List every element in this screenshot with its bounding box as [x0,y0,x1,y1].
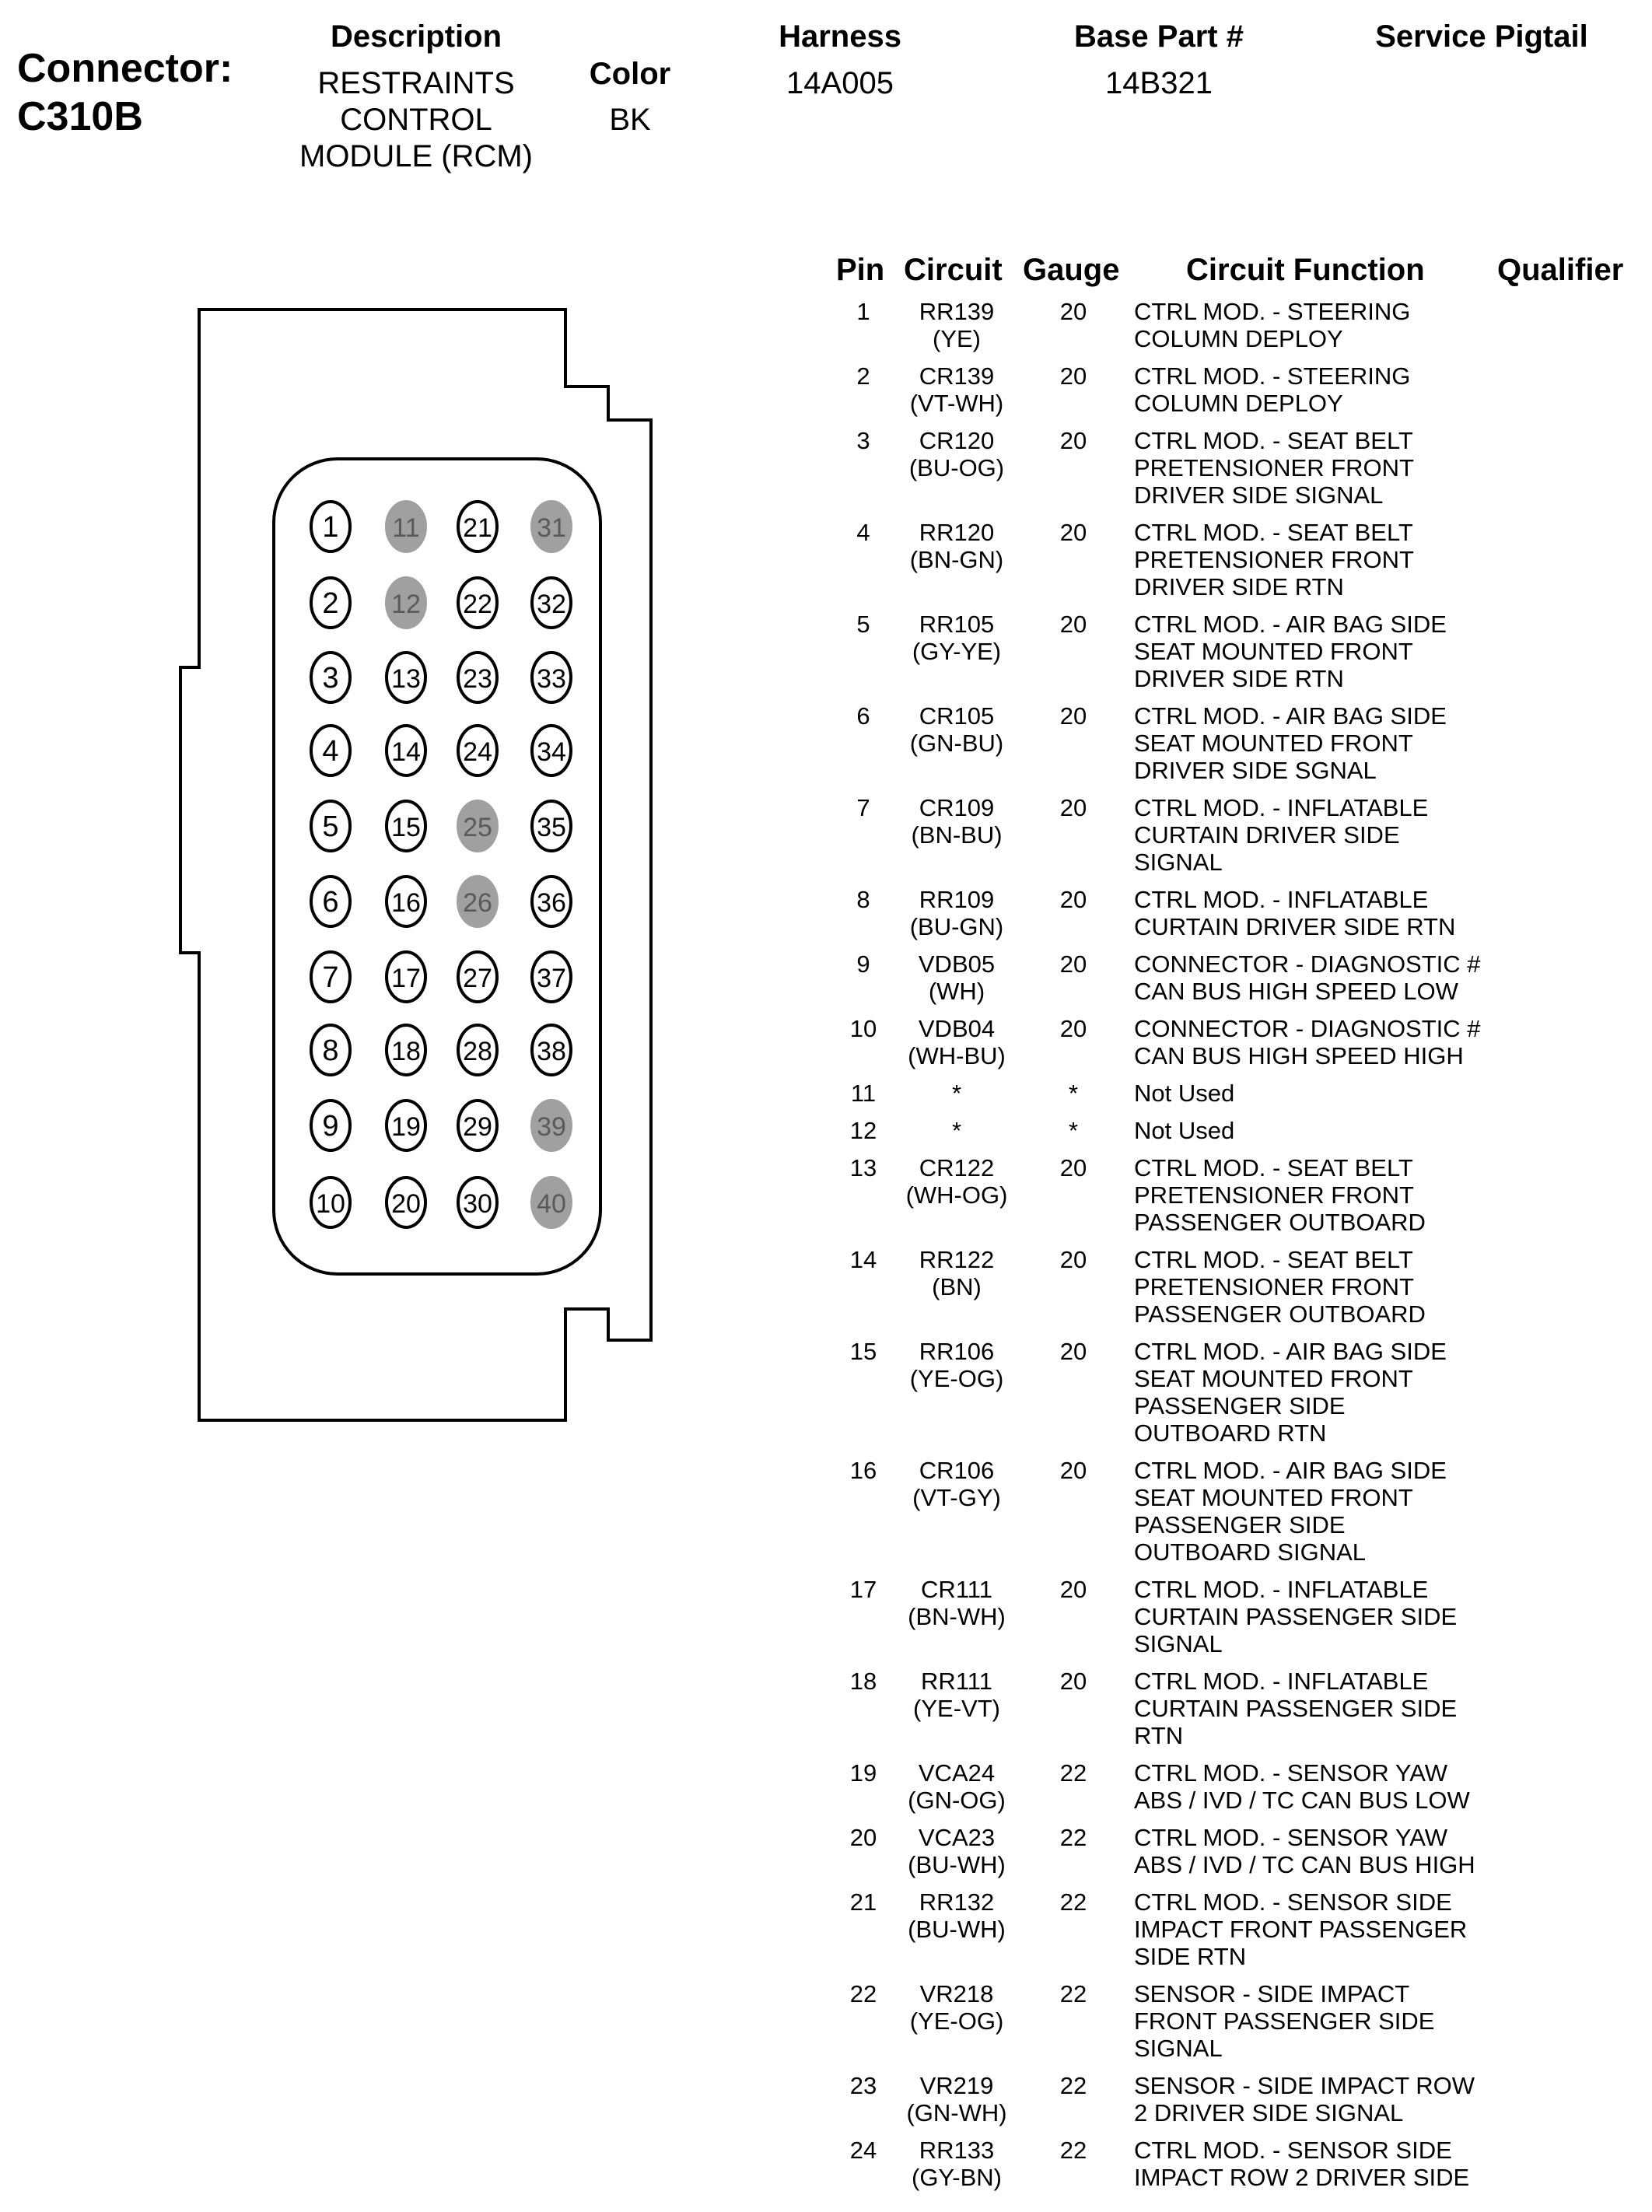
pin-cavity-label: 3 [322,662,339,695]
color-value: BK [609,103,651,137]
pin-number: 13 [849,1154,877,1181]
pin-gauge: 20 [1059,950,1087,978]
pin-circuit-function: CTRL MOD. - SEAT BELT PRETENSIONER FRONT DRIVER SIDE RTN [1134,519,1414,600]
pin-number: 14 [849,1246,877,1273]
pin-gauge: 20 [1059,611,1087,638]
pin-circuit-function: CTRL MOD. - SENSOR SIDE IMPACT ROW 2 DRIVER SIDE [1134,2137,1470,2191]
pin-circuit: RR109 (BU-GN) [909,886,1004,940]
pin-number: 17 [849,1576,877,1603]
pin-circuit-function: Not Used [1134,1080,1235,1107]
pin-circuit: CR109 (BN-BU) [911,794,1003,849]
description-header: Description [330,19,502,54]
base-part-value: 14B321 [1105,66,1213,100]
pin-circuit: VR218 (YE-OG) [909,1980,1004,2035]
pin-circuit: RR122 (BN) [919,1246,995,1300]
pin-number: 3 [856,427,870,454]
pin-number: 9 [856,950,870,978]
pin-cavity-label: 35 [537,813,566,842]
pin-gauge: 20 [1059,427,1087,454]
pin-cavity-label: 28 [463,1037,492,1066]
pin-cavity-label: 10 [316,1189,345,1219]
pin-cavity-label: 21 [463,513,492,543]
pin-number: 21 [849,1888,877,1916]
pin-cavity-label: 6 [322,886,339,919]
pin-cavity-label: 32 [537,590,566,619]
pin-cavity-label: 26 [463,888,492,918]
pin-circuit: CR106 (VT-GY) [912,1457,1001,1511]
pin-circuit: RR106 (YE-OG) [909,1338,1004,1392]
pin-circuit-function: CTRL MOD. - SENSOR SIDE IMPACT FRONT PASSENGER SIDE RTN [1134,1888,1468,1970]
pin-cavity-label: 16 [391,888,421,918]
pin-gauge: 20 [1059,1154,1087,1181]
pin-gauge: 22 [1059,1888,1087,1916]
pin-circuit: RR132 (BU-WH) [908,1888,1006,1943]
pin-cavity-label: 39 [537,1112,566,1142]
pin-number: 10 [849,1015,877,1042]
pin-circuit: CR122 (WH-OG) [905,1154,1008,1209]
pin-circuit: VR219 (GN-WH) [906,2072,1007,2126]
description-value: RESTRAINTS CONTROL MODULE (RCM) [299,66,533,173]
pin-number: 22 [849,1980,877,2007]
pin-number: 1 [856,298,870,325]
pin-cavity-label: 29 [463,1112,492,1142]
pin-gauge: 22 [1059,1980,1087,2007]
pin-circuit: RR139 (YE) [919,298,995,352]
pin-gauge: 20 [1059,298,1087,325]
base-part-header: Base Part # [1074,19,1244,54]
col-header-circuit-function: Circuit Function [1186,253,1425,287]
pin-gauge: 20 [1059,702,1087,730]
pin-circuit: CR111 (BN-WH) [908,1576,1006,1630]
pin-circuit: VDB04 (WH-BU) [908,1015,1006,1069]
pin-cavity-label: 24 [463,737,492,767]
col-header-pin: Pin [836,253,885,287]
pin-circuit-function: CTRL MOD. - AIR BAG SIDE SEAT MOUNTED FRONT DRIVER SIDE RTN [1134,611,1447,692]
pin-circuit-function: CONNECTOR - DIAGNOSTIC # CAN BUS HIGH SPEED LOW [1134,950,1481,1005]
pin-number: 5 [856,611,870,638]
pin-gauge: 20 [1059,794,1087,821]
pin-circuit-function: SENSOR - SIDE IMPACT FRONT PASSENGER SIDE SIGNAL [1134,1980,1435,2062]
pin-cavity-label: 37 [537,964,566,993]
pin-gauge: 20 [1059,362,1087,390]
connector-id: C310B [17,94,143,139]
pin-cavity-label: 17 [391,964,421,993]
pin-gauge: 22 [1059,1824,1087,1851]
pin-gauge: 20 [1059,1668,1087,1695]
col-header-gauge: Gauge [1023,253,1120,287]
pin-gauge: 20 [1059,1338,1087,1365]
pin-cavity-label: 25 [463,813,492,842]
pin-number: 23 [849,2072,877,2099]
pin-circuit-function: CTRL MOD. - INFLATABLE CURTAIN DRIVER SIDE SIGNAL [1134,794,1429,876]
pin-circuit-function: CTRL MOD. - INFLATABLE CURTAIN PASSENGER SIDE SIGNAL [1134,1576,1458,1657]
pin-number: 16 [849,1457,877,1484]
pin-cavity-label: 15 [391,813,421,842]
pin-circuit: RR133 (GY-BN) [912,2137,1002,2191]
pin-cavity-label: 20 [391,1189,421,1219]
pin-cavity-label: 23 [463,664,492,694]
pin-gauge: 20 [1059,519,1087,546]
pin-gauge: 20 [1059,1246,1087,1273]
service-pigtail-header: Service Pigtail [1375,19,1588,54]
pin-circuit-function: CTRL MOD. - SEAT BELT PRETENSIONER FRONT PASSENGER OUTBOARD [1134,1246,1426,1328]
pin-circuit: CR139 (VT-WH) [909,362,1004,417]
pin-number: 11 [850,1080,877,1107]
pin-cavity-label: 5 [322,810,339,843]
pin-circuit: RR120 (BN-GN) [909,519,1004,573]
pin-gauge: 20 [1059,1457,1087,1484]
pin-circuit-function: CTRL MOD. - STEERING COLUMN DEPLOY [1134,298,1411,352]
pin-cavity-label: 36 [537,888,566,918]
pin-circuit-function: CTRL MOD. - SEAT BELT PRETENSIONER FRONT DRIVER SIDE SIGNAL [1134,427,1414,509]
pin-number: 12 [849,1117,877,1144]
pin-cavity-label: 38 [537,1037,566,1066]
pin-cavity-label: 40 [537,1189,566,1219]
pin-cavity-label: 11 [392,513,420,543]
pin-cavity-label: 34 [537,737,566,767]
pin-cavity-label: 1 [322,511,339,544]
pin-circuit-function: CTRL MOD. - SEAT BELT PRETENSIONER FRONT PASSENGER OUTBOARD [1134,1154,1426,1236]
pin-cavity-label: 18 [391,1037,421,1066]
pin-cavity-label: 14 [391,737,421,767]
harness-header: Harness [779,19,901,54]
pin-number: 8 [856,886,870,913]
pin-gauge: 20 [1059,1576,1087,1603]
pin-cavity-label: 30 [463,1189,492,1219]
pin-circuit-function: CTRL MOD. - SENSOR YAW ABS / IVD / TC CAN BUS LOW [1134,1759,1470,1814]
pin-cavity-label: 7 [322,961,339,994]
pin-circuit: VDB05 (WH) [918,950,996,1005]
pin-cavity-label: 13 [391,664,421,694]
pin-gauge: 22 [1059,2137,1087,2164]
pin-circuit-function: CTRL MOD. - STEERING COLUMN DEPLOY [1134,362,1411,417]
pin-circuit: RR105 (GY-YE) [912,611,1002,665]
col-header-qualifier: Qualifier [1497,253,1624,287]
pin-cavity-label: 12 [391,590,421,619]
pin-cavity-label: 19 [391,1112,421,1142]
pin-cavity-label: 22 [463,590,492,619]
color-header: Color [589,57,671,91]
pin-circuit: VCA23 (BU-WH) [908,1824,1006,1878]
pin-cavity-label: 2 [322,587,339,620]
pin-circuit-function: CTRL MOD. - AIR BAG SIDE SEAT MOUNTED FRONT DRIVER SIDE SGNAL [1134,702,1447,784]
pin-gauge: * [1068,1080,1079,1107]
pin-cavity-label: 8 [322,1034,339,1067]
connector-label: Connector: [17,46,233,91]
pin-circuit: RR111 (YE-VT) [913,1668,1000,1722]
pin-cavity-label: 9 [322,1110,339,1143]
pin-cavity-label: 4 [322,735,339,768]
pin-circuit: * [951,1080,962,1107]
pin-gauge: 20 [1059,1015,1087,1042]
pin-circuit: CR120 (BU-OG) [908,427,1005,481]
col-header-circuit: Circuit [904,253,1003,287]
pin-gauge: 22 [1059,1759,1087,1787]
pin-gauge: 22 [1059,2072,1087,2099]
pin-number: 6 [856,702,870,730]
pin-circuit-function: CTRL MOD. - INFLATABLE CURTAIN DRIVER SIDE RTN [1134,886,1456,940]
harness-value: 14A005 [786,66,894,100]
pin-circuit-function: Not Used [1134,1117,1235,1144]
pin-number: 2 [856,362,870,390]
pin-cavity-label: 33 [537,664,566,694]
pin-circuit-function: CTRL MOD. - AIR BAG SIDE SEAT MOUNTED FRONT PASSENGER SIDE OUTBOARD RTN [1134,1338,1447,1447]
pin-circuit-function: SENSOR - SIDE IMPACT ROW 2 DRIVER SIDE SIGNAL [1134,2072,1475,2126]
pin-circuit-function: CTRL MOD. - SENSOR YAW ABS / IVD / TC CAN BUS HIGH [1134,1824,1475,1878]
pin-number: 4 [856,519,870,546]
pin-circuit: VCA24 (GN-OG) [908,1759,1006,1814]
pin-number: 24 [849,2137,877,2164]
pin-circuit: * [951,1117,962,1144]
pin-number: 18 [849,1668,877,1695]
pin-cavity-label: 31 [537,513,566,543]
pin-number: 7 [856,794,870,821]
pin-cavity-label: 27 [463,964,492,993]
pin-gauge: * [1068,1117,1079,1144]
pin-grid [311,502,571,1227]
pin-circuit-function: CTRL MOD. - INFLATABLE CURTAIN PASSENGER SIDE RTN [1134,1668,1458,1749]
pin-number: 15 [849,1338,877,1365]
pin-gauge: 20 [1059,886,1087,913]
pin-circuit-function: CONNECTOR - DIAGNOSTIC # CAN BUS HIGH SPEED HIGH [1134,1015,1481,1069]
pin-number: 19 [849,1759,877,1787]
pin-circuit-function: CTRL MOD. - AIR BAG SIDE SEAT MOUNTED FRONT PASSENGER SIDE OUTBOARD SIGNAL [1134,1457,1447,1566]
connector-face-diagram [0,0,778,1478]
pin-number: 20 [849,1824,877,1851]
pin-circuit: CR105 (GN-BU) [909,702,1004,757]
